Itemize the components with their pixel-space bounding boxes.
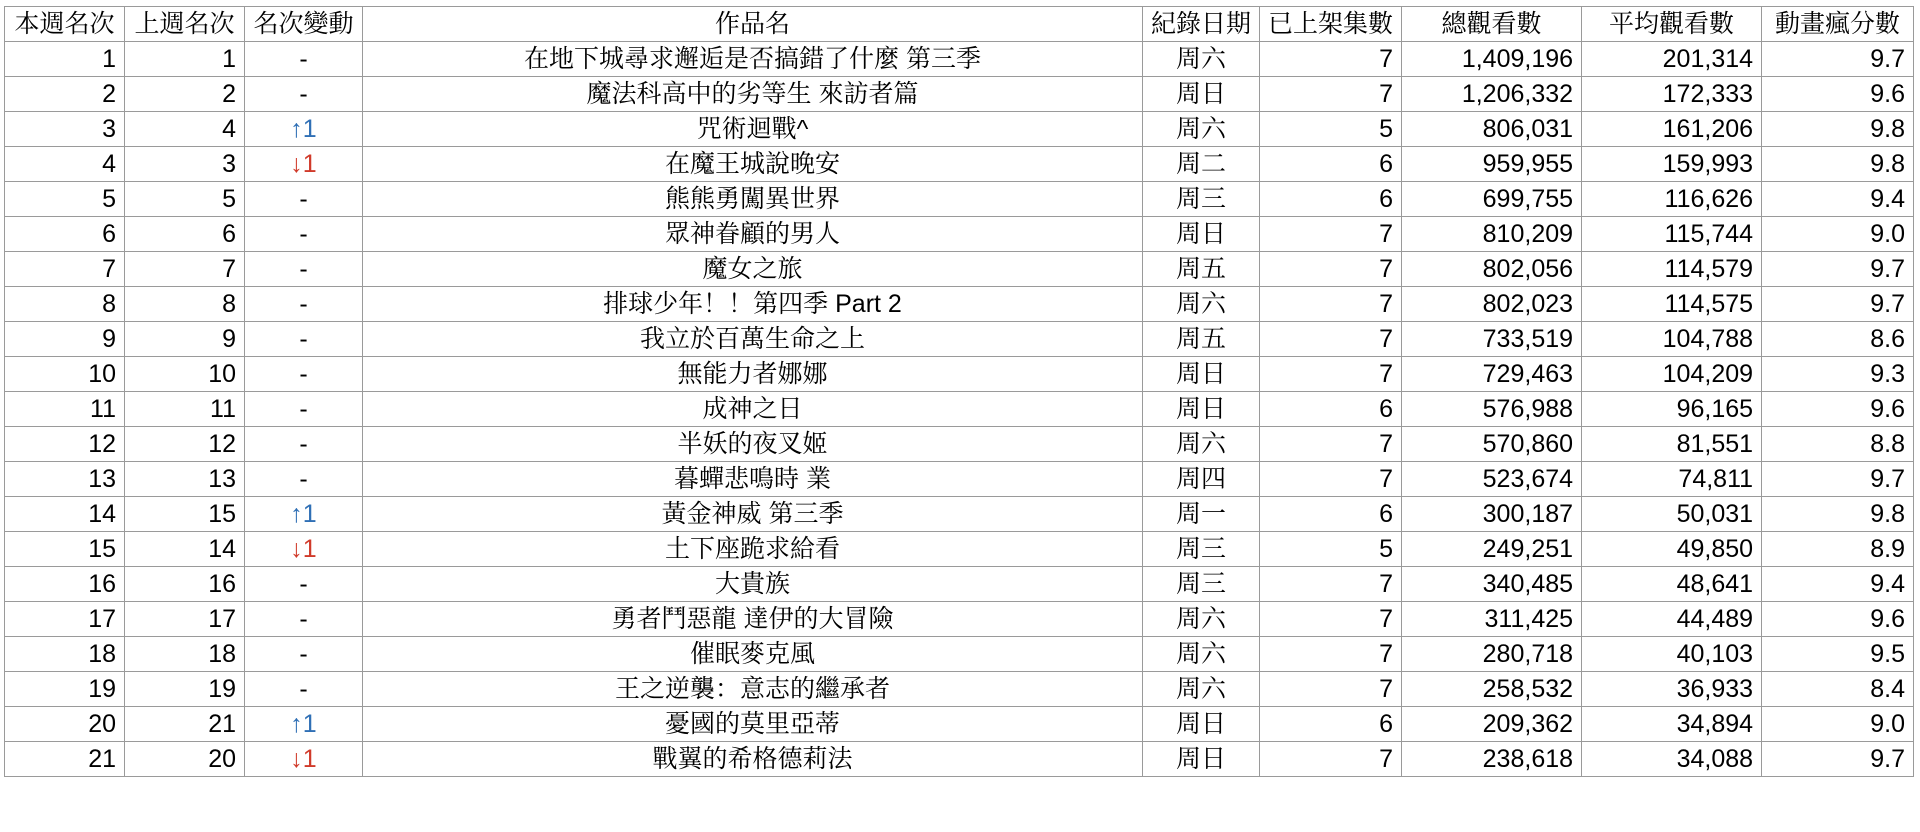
- cell-score: 9.7: [1762, 287, 1914, 322]
- cell-average-views: 116,626: [1582, 182, 1762, 217]
- cell-current-rank: 7: [5, 252, 125, 287]
- table-row: [5, 462, 1914, 497]
- cell-title: 黃金神威 第三季: [363, 497, 1143, 532]
- cell-current-rank: 2: [5, 77, 125, 112]
- cell-current-rank: 15: [5, 532, 125, 567]
- cell-score: 9.7: [1762, 462, 1914, 497]
- cell-average-views: 104,209: [1582, 357, 1762, 392]
- cell-episodes: 7: [1260, 742, 1402, 777]
- cell-average-views: 96,165: [1582, 392, 1762, 427]
- cell-rank-change: ↑1: [245, 707, 363, 742]
- table-row: [5, 497, 1914, 532]
- table-row: [5, 427, 1914, 462]
- cell-episodes: 5: [1260, 532, 1402, 567]
- cell-score: 9.8: [1762, 147, 1914, 182]
- cell-episodes: 7: [1260, 287, 1402, 322]
- cell-rank-change: ↑1: [245, 497, 363, 532]
- cell-episodes: 7: [1260, 672, 1402, 707]
- cell-average-views: 161,206: [1582, 112, 1762, 147]
- cell-record-date: 周一: [1143, 497, 1260, 532]
- cell-total-views: 806,031: [1402, 112, 1582, 147]
- table-row: [5, 77, 1914, 112]
- cell-total-views: 209,362: [1402, 707, 1582, 742]
- cell-current-rank: 16: [5, 567, 125, 602]
- table-row: [5, 392, 1914, 427]
- cell-current-rank: 4: [5, 147, 125, 182]
- cell-current-rank: 20: [5, 707, 125, 742]
- table-row: [5, 567, 1914, 602]
- cell-score: 9.8: [1762, 497, 1914, 532]
- cell-previous-rank: 12: [125, 427, 245, 462]
- cell-episodes: 6: [1260, 707, 1402, 742]
- table-row: [5, 672, 1914, 707]
- cell-title: 催眠麥克風: [363, 637, 1143, 672]
- cell-total-views: 733,519: [1402, 322, 1582, 357]
- cell-total-views: 340,485: [1402, 567, 1582, 602]
- cell-average-views: 34,894: [1582, 707, 1762, 742]
- cell-rank-change: -: [245, 672, 363, 707]
- cell-rank-change: ↑1: [245, 112, 363, 147]
- cell-title: 魔法科高中的劣等生 來訪者篇: [363, 77, 1143, 112]
- cell-episodes: 6: [1260, 147, 1402, 182]
- cell-rank-change: -: [245, 462, 363, 497]
- cell-episodes: 7: [1260, 77, 1402, 112]
- cell-rank-change: -: [245, 567, 363, 602]
- cell-score: 8.6: [1762, 322, 1914, 357]
- cell-previous-rank: 15: [125, 497, 245, 532]
- cell-previous-rank: 3: [125, 147, 245, 182]
- cell-previous-rank: 18: [125, 637, 245, 672]
- table-body: [5, 42, 1914, 777]
- cell-score: 9.8: [1762, 112, 1914, 147]
- cell-average-views: 81,551: [1582, 427, 1762, 462]
- cell-episodes: 6: [1260, 392, 1402, 427]
- cell-rank-change: ↓1: [245, 742, 363, 777]
- table-header-row: [5, 7, 1914, 42]
- table-row: [5, 357, 1914, 392]
- cell-current-rank: 6: [5, 217, 125, 252]
- cell-title: 在地下城尋求邂逅是否搞錯了什麼 第三季: [363, 42, 1143, 77]
- cell-average-views: 114,575: [1582, 287, 1762, 322]
- cell-episodes: 5: [1260, 112, 1402, 147]
- table-row: [5, 252, 1914, 287]
- cell-total-views: 576,988: [1402, 392, 1582, 427]
- cell-title: 魔女之旅: [363, 252, 1143, 287]
- cell-previous-rank: 19: [125, 672, 245, 707]
- cell-title: 大貴族: [363, 567, 1143, 602]
- cell-rank-change: -: [245, 182, 363, 217]
- cell-current-rank: 19: [5, 672, 125, 707]
- cell-average-views: 50,031: [1582, 497, 1762, 532]
- cell-total-views: 238,618: [1402, 742, 1582, 777]
- cell-average-views: 104,788: [1582, 322, 1762, 357]
- cell-previous-rank: 7: [125, 252, 245, 287]
- table-row: [5, 637, 1914, 672]
- cell-episodes: 7: [1260, 427, 1402, 462]
- cell-rank-change: -: [245, 252, 363, 287]
- cell-total-views: 258,532: [1402, 672, 1582, 707]
- cell-record-date: 周六: [1143, 112, 1260, 147]
- cell-rank-change: -: [245, 322, 363, 357]
- cell-rank-change: ↓1: [245, 532, 363, 567]
- cell-average-views: 49,850: [1582, 532, 1762, 567]
- cell-rank-change: -: [245, 217, 363, 252]
- cell-record-date: 周二: [1143, 147, 1260, 182]
- cell-previous-rank: 14: [125, 532, 245, 567]
- cell-episodes: 7: [1260, 602, 1402, 637]
- cell-title: 咒術迴戰^: [363, 112, 1143, 147]
- cell-episodes: 6: [1260, 182, 1402, 217]
- cell-score: 9.0: [1762, 217, 1914, 252]
- cell-previous-rank: 13: [125, 462, 245, 497]
- cell-title: 在魔王城說晚安: [363, 147, 1143, 182]
- cell-previous-rank: 20: [125, 742, 245, 777]
- cell-total-views: 1,409,196: [1402, 42, 1582, 77]
- cell-total-views: 959,955: [1402, 147, 1582, 182]
- column-header-total-views: 總觀看數: [1402, 7, 1582, 42]
- cell-title: 熊熊勇闖異世界: [363, 182, 1143, 217]
- table-row: [5, 182, 1914, 217]
- cell-total-views: 523,674: [1402, 462, 1582, 497]
- cell-record-date: 周六: [1143, 427, 1260, 462]
- cell-current-rank: 21: [5, 742, 125, 777]
- cell-average-views: 48,641: [1582, 567, 1762, 602]
- cell-current-rank: 14: [5, 497, 125, 532]
- cell-previous-rank: 10: [125, 357, 245, 392]
- cell-average-views: 114,579: [1582, 252, 1762, 287]
- cell-record-date: 周日: [1143, 707, 1260, 742]
- cell-record-date: 周六: [1143, 637, 1260, 672]
- cell-episodes: 7: [1260, 322, 1402, 357]
- cell-episodes: 7: [1260, 462, 1402, 497]
- column-header-score: 動畫瘋分數: [1762, 7, 1914, 42]
- cell-average-views: 159,993: [1582, 147, 1762, 182]
- cell-record-date: 周六: [1143, 42, 1260, 77]
- column-header-rank-change: 名次變動: [245, 7, 363, 42]
- cell-record-date: 周日: [1143, 217, 1260, 252]
- cell-current-rank: 5: [5, 182, 125, 217]
- cell-total-views: 311,425: [1402, 602, 1582, 637]
- cell-current-rank: 10: [5, 357, 125, 392]
- cell-score: 9.6: [1762, 392, 1914, 427]
- cell-current-rank: 13: [5, 462, 125, 497]
- cell-episodes: 7: [1260, 217, 1402, 252]
- table-row: [5, 217, 1914, 252]
- table-row: [5, 42, 1914, 77]
- cell-record-date: 周六: [1143, 287, 1260, 322]
- column-header-title: 作品名: [363, 7, 1143, 42]
- cell-previous-rank: 6: [125, 217, 245, 252]
- cell-current-rank: 11: [5, 392, 125, 427]
- cell-previous-rank: 1: [125, 42, 245, 77]
- cell-score: 9.3: [1762, 357, 1914, 392]
- cell-rank-change: -: [245, 77, 363, 112]
- cell-score: 9.4: [1762, 182, 1914, 217]
- cell-score: 9.5: [1762, 637, 1914, 672]
- cell-current-rank: 3: [5, 112, 125, 147]
- cell-total-views: 280,718: [1402, 637, 1582, 672]
- cell-rank-change: -: [245, 42, 363, 77]
- cell-title: 排球少年！！第四季 Part 2: [363, 287, 1143, 322]
- cell-episodes: 6: [1260, 497, 1402, 532]
- cell-score: 9.4: [1762, 567, 1914, 602]
- table-row: [5, 742, 1914, 777]
- cell-episodes: 7: [1260, 567, 1402, 602]
- cell-record-date: 周六: [1143, 602, 1260, 637]
- anime-ranking-table: [4, 6, 1914, 777]
- cell-current-rank: 8: [5, 287, 125, 322]
- cell-title: 成神之日: [363, 392, 1143, 427]
- cell-current-rank: 17: [5, 602, 125, 637]
- cell-rank-change: -: [245, 287, 363, 322]
- cell-total-views: 729,463: [1402, 357, 1582, 392]
- cell-record-date: 周六: [1143, 672, 1260, 707]
- cell-rank-change: -: [245, 637, 363, 672]
- cell-total-views: 802,023: [1402, 287, 1582, 322]
- cell-current-rank: 18: [5, 637, 125, 672]
- cell-total-views: 249,251: [1402, 532, 1582, 567]
- cell-rank-change: -: [245, 602, 363, 637]
- table-row: [5, 707, 1914, 742]
- cell-total-views: 802,056: [1402, 252, 1582, 287]
- cell-record-date: 周日: [1143, 357, 1260, 392]
- cell-average-views: 40,103: [1582, 637, 1762, 672]
- cell-score: 8.9: [1762, 532, 1914, 567]
- cell-previous-rank: 9: [125, 322, 245, 357]
- cell-previous-rank: 11: [125, 392, 245, 427]
- cell-record-date: 周三: [1143, 182, 1260, 217]
- cell-title: 眾神眷顧的男人: [363, 217, 1143, 252]
- table-row: [5, 112, 1914, 147]
- table-row: [5, 287, 1914, 322]
- cell-record-date: 周三: [1143, 532, 1260, 567]
- cell-rank-change: -: [245, 392, 363, 427]
- cell-average-views: 34,088: [1582, 742, 1762, 777]
- cell-record-date: 周日: [1143, 742, 1260, 777]
- cell-previous-rank: 5: [125, 182, 245, 217]
- column-header-average-views: 平均觀看數: [1582, 7, 1762, 42]
- cell-total-views: 300,187: [1402, 497, 1582, 532]
- cell-total-views: 810,209: [1402, 217, 1582, 252]
- cell-average-views: 44,489: [1582, 602, 1762, 637]
- cell-previous-rank: 16: [125, 567, 245, 602]
- cell-title: 勇者鬥惡龍 達伊的大冒險: [363, 602, 1143, 637]
- cell-episodes: 7: [1260, 637, 1402, 672]
- table-row: [5, 532, 1914, 567]
- cell-score: 9.7: [1762, 742, 1914, 777]
- cell-rank-change: -: [245, 427, 363, 462]
- table-row: [5, 147, 1914, 182]
- cell-rank-change: -: [245, 357, 363, 392]
- cell-episodes: 7: [1260, 42, 1402, 77]
- cell-episodes: 7: [1260, 252, 1402, 287]
- cell-previous-rank: 21: [125, 707, 245, 742]
- cell-title: 暮蟬悲鳴時 業: [363, 462, 1143, 497]
- cell-record-date: 周五: [1143, 322, 1260, 357]
- cell-total-views: 570,860: [1402, 427, 1582, 462]
- table-row: [5, 602, 1914, 637]
- cell-title: 我立於百萬生命之上: [363, 322, 1143, 357]
- table-row: [5, 322, 1914, 357]
- column-header-current-rank: 本週名次: [5, 7, 125, 42]
- cell-current-rank: 12: [5, 427, 125, 462]
- cell-record-date: 周五: [1143, 252, 1260, 287]
- column-header-episodes: 已上架集數: [1260, 7, 1402, 42]
- cell-record-date: 周四: [1143, 462, 1260, 497]
- cell-total-views: 699,755: [1402, 182, 1582, 217]
- cell-title: 王之逆襲：意志的繼承者: [363, 672, 1143, 707]
- cell-record-date: 周三: [1143, 567, 1260, 602]
- cell-score: 9.6: [1762, 77, 1914, 112]
- cell-score: 9.6: [1762, 602, 1914, 637]
- cell-title: 戰翼的希格德莉法: [363, 742, 1143, 777]
- table-header: [5, 7, 1914, 42]
- cell-title: 無能力者娜娜: [363, 357, 1143, 392]
- cell-score: 8.8: [1762, 427, 1914, 462]
- column-header-previous-rank: 上週名次: [125, 7, 245, 42]
- cell-average-views: 201,314: [1582, 42, 1762, 77]
- cell-previous-rank: 4: [125, 112, 245, 147]
- cell-current-rank: 9: [5, 322, 125, 357]
- cell-score: 8.4: [1762, 672, 1914, 707]
- cell-record-date: 周日: [1143, 77, 1260, 112]
- cell-score: 9.7: [1762, 42, 1914, 77]
- cell-average-views: 74,811: [1582, 462, 1762, 497]
- cell-previous-rank: 2: [125, 77, 245, 112]
- cell-record-date: 周日: [1143, 392, 1260, 427]
- cell-average-views: 115,744: [1582, 217, 1762, 252]
- cell-total-views: 1,206,332: [1402, 77, 1582, 112]
- cell-current-rank: 1: [5, 42, 125, 77]
- cell-score: 9.0: [1762, 707, 1914, 742]
- cell-previous-rank: 8: [125, 287, 245, 322]
- cell-score: 9.7: [1762, 252, 1914, 287]
- cell-average-views: 36,933: [1582, 672, 1762, 707]
- cell-average-views: 172,333: [1582, 77, 1762, 112]
- cell-rank-change: ↓1: [245, 147, 363, 182]
- column-header-record-date: 紀錄日期: [1143, 7, 1260, 42]
- cell-title: 土下座跪求給看: [363, 532, 1143, 567]
- cell-title: 憂國的莫里亞蒂: [363, 707, 1143, 742]
- cell-title: 半妖的夜叉姬: [363, 427, 1143, 462]
- cell-previous-rank: 17: [125, 602, 245, 637]
- cell-episodes: 7: [1260, 357, 1402, 392]
